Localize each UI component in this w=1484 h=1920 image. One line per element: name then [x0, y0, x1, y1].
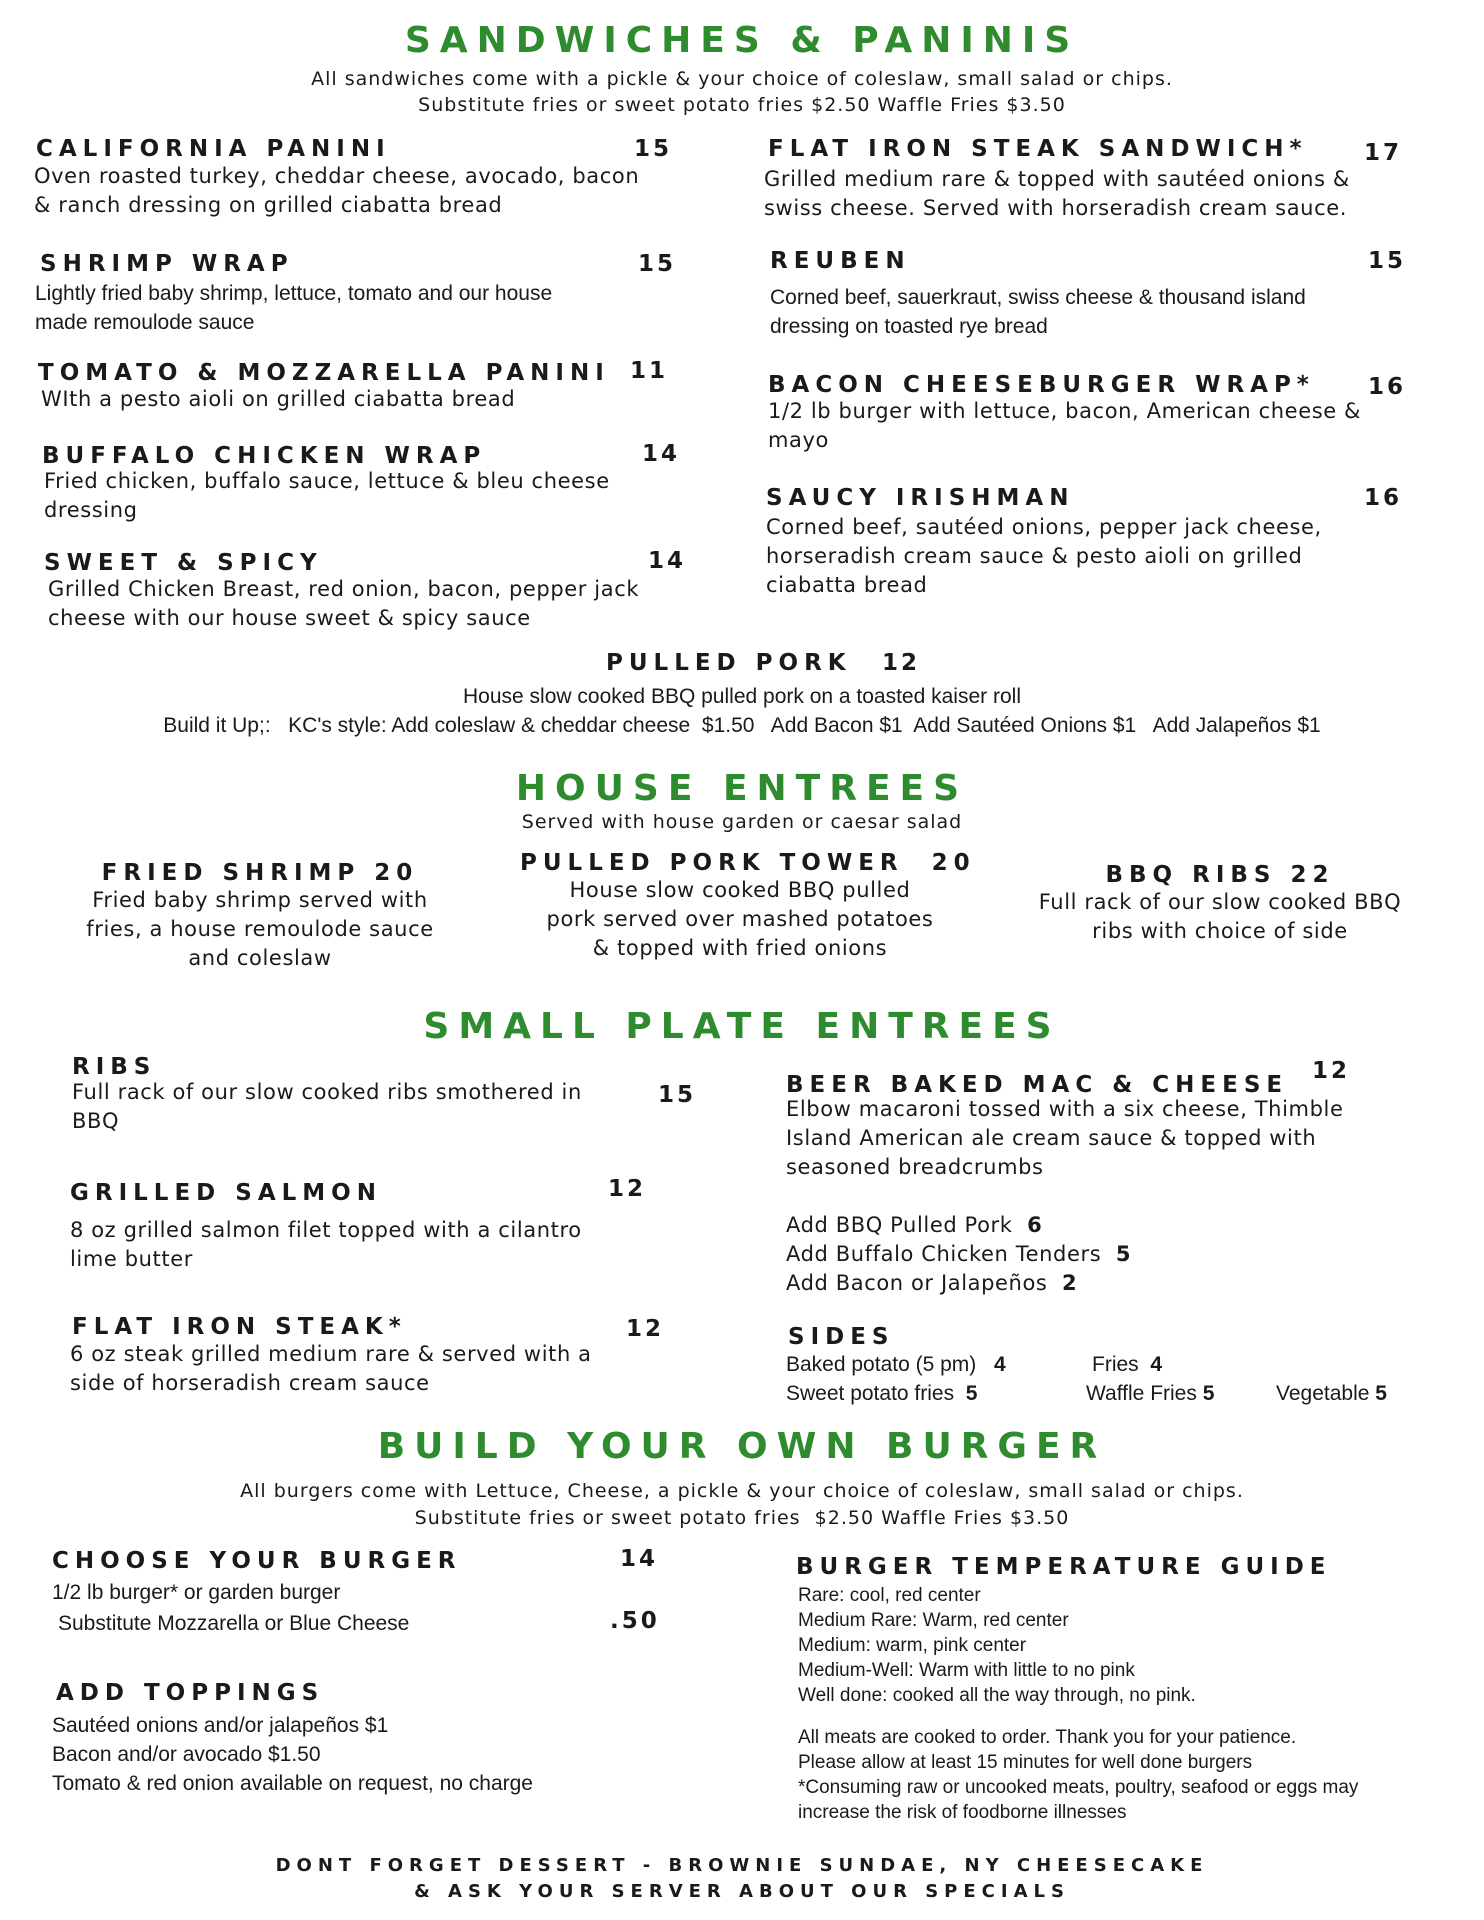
item-name: FRIED SHRIMP 20	[101, 860, 419, 886]
side-item	[1086, 1379, 1214, 1408]
item-name: BACON CHEESEBURGER WRAP*	[768, 372, 1315, 398]
side-label: Baked potato (5 pm)	[786, 1353, 977, 1376]
item-name: BUFFALO CHICKEN WRAP	[42, 443, 487, 469]
footer-specials: & ASK YOUR SERVER ABOUT OUR SPECIALS	[414, 1881, 1070, 1902]
sandwiches-substitute: Substitute fries or sweet potato fries $2.50 Waffle Fries $3.50	[418, 94, 1066, 116]
addon-price: 6	[1027, 1213, 1043, 1237]
item-desc: Elbow macaroni tossed with a six cheese, Thimble	[786, 1097, 1344, 1121]
item-price: 15	[638, 251, 677, 277]
item-desc: 1/2 lb burger with lettuce, bacon, American cheese &	[768, 399, 1362, 423]
item-desc: Grilled Chicken Breast, red onion, bacon, pepper jack	[48, 577, 640, 601]
item-desc: and coleslaw	[188, 946, 332, 970]
item-price: 14	[620, 1546, 659, 1572]
note-line: increase the risk of foodborne illnesses	[798, 1802, 1127, 1823]
temp-line: Medium: warm, pink center	[798, 1635, 1027, 1656]
item-name: PULLED PORK	[606, 650, 852, 676]
side-item	[1276, 1379, 1387, 1408]
topping-line: Sautéed onions and/or jalapeños $1	[52, 1714, 389, 1737]
footer-dessert: DONT FORGET DESSERT - BROWNIE SUNDAE, NY CHEESECAKE	[275, 1855, 1209, 1876]
item-desc: pork served over mashed potatoes	[546, 907, 934, 931]
item-price: 12	[608, 1176, 647, 1202]
item-price: .50	[610, 1608, 660, 1634]
item-desc: mayo	[768, 428, 830, 452]
burger-intro: All burgers come with Lettuce, Cheese, a pickle & your choice of coleslaw, small salad or chips.	[240, 1480, 1244, 1502]
item-desc: Full rack of our slow cooked BBQ	[1038, 890, 1402, 914]
item-desc: Corned beef, sautéed onions, pepper jack cheese,	[766, 515, 1322, 539]
addon-label: Add Buffalo Chicken Tenders	[786, 1242, 1102, 1266]
build-it-up-options: Build it Up;: KC's style: Add coleslaw & cheddar cheese $1.50 Add Bacon $1 Add Sautéed Onions $1 Add Jalapeños $1	[163, 714, 1321, 737]
temp-line: Medium Rare: Warm, red center	[798, 1610, 1069, 1631]
sandwiches-intro: All sandwiches come with a pickle & your choice of coleslaw, small salad or chips.	[311, 68, 1173, 90]
item-price: 15	[634, 136, 673, 162]
item-name: BEER BAKED MAC & CHEESE	[786, 1072, 1289, 1098]
item-desc: Full rack of our slow cooked ribs smothered in	[72, 1080, 582, 1104]
item-price: 16	[1364, 485, 1403, 511]
item-desc: Oven roasted turkey, cheddar cheese, avocado, bacon	[34, 164, 640, 188]
addon-price: 5	[1115, 1242, 1132, 1266]
item-name: TOMATO & MOZZARELLA PANINI	[38, 360, 610, 386]
side-label: Sweet potato fries	[786, 1382, 955, 1405]
item-name: FLAT IRON STEAK*	[72, 1314, 407, 1340]
item-desc: WIth a pesto aioli on grilled ciabatta bread	[41, 387, 516, 411]
item-desc: ciabatta bread	[766, 573, 928, 597]
side-item	[1092, 1350, 1162, 1379]
item-desc: & ranch dressing on grilled ciabatta bread	[34, 193, 503, 217]
item-name: SWEET & SPICY	[44, 550, 323, 576]
item-price: 14	[642, 441, 681, 467]
item-price: 14	[648, 548, 687, 574]
item-desc: Island American ale cream sauce & topped with	[786, 1126, 1317, 1150]
item-desc: horseradish cream sauce & pesto aioli on grilled	[766, 544, 1303, 568]
item-desc: made remoulode sauce	[35, 311, 255, 334]
addon-row	[786, 1269, 1077, 1298]
side-price: 5	[1202, 1382, 1215, 1405]
item-desc: Grilled medium rare & topped with sautéed onions &	[764, 167, 1350, 191]
item-desc: cheese with our house sweet & spicy sauce	[48, 606, 531, 630]
side-price: 4	[1150, 1353, 1163, 1376]
item-desc: House slow cooked BBQ pulled	[569, 878, 911, 902]
addon-price: 2	[1062, 1271, 1078, 1295]
temp-line: Well done: cooked all the way through, no pink.	[798, 1685, 1196, 1706]
item-desc: 1/2 lb burger* or garden burger	[52, 1581, 341, 1604]
item-desc: Substitute Mozzarella or Blue Cheese	[58, 1612, 410, 1635]
entree-item	[1020, 862, 1420, 946]
addon-label: Add BBQ Pulled Pork	[786, 1213, 1013, 1237]
item-desc: seasoned breadcrumbs	[786, 1155, 1044, 1179]
section-title-small-plates: SMALL PLATE ENTREES	[423, 1006, 1061, 1047]
burger-substitute: Substitute fries or sweet potato fries $2.50 Waffle Fries $3.50	[414, 1507, 1070, 1529]
addon-row	[786, 1240, 1131, 1269]
item-price: 12	[626, 1316, 665, 1342]
item-desc: ribs with choice of side	[1092, 919, 1348, 943]
item-name: CALIFORNIA PANINI	[36, 136, 391, 162]
entree-item	[60, 860, 460, 973]
item-desc: Lightly fried baby shrimp, lettuce, tomato and our house	[35, 282, 553, 305]
item-desc: Fried chicken, buffalo sauce, lettuce & bleu cheese	[44, 469, 610, 493]
item-price: 17	[1364, 140, 1403, 166]
addon-row	[786, 1211, 1042, 1240]
topping-line: Tomato & red onion available on request, no charge	[52, 1772, 533, 1795]
item-price: 11	[630, 358, 669, 384]
item-name: SAUCY IRISHMAN	[766, 485, 1075, 511]
item-name: SHRIMP WRAP	[40, 251, 294, 277]
side-label: Vegetable	[1276, 1382, 1370, 1405]
side-label: Fries	[1092, 1353, 1139, 1376]
item-desc: lime butter	[70, 1247, 193, 1271]
section-title-burger: BUILD YOUR OWN BURGER	[377, 1426, 1107, 1467]
topping-line: Bacon and/or avocado $1.50	[52, 1743, 321, 1766]
item-price: 15	[658, 1082, 697, 1108]
item-name: REUBEN	[770, 248, 911, 274]
temp-line: Rare: cool, red center	[798, 1585, 981, 1606]
note-line: *Consuming raw or uncooked meats, poultry, seafood or eggs may	[798, 1777, 1359, 1798]
item-name: PULLED PORK TOWER 20	[520, 850, 976, 876]
temp-line: Medium-Well: Warm with little to no pink	[798, 1660, 1135, 1681]
side-price: 4	[993, 1353, 1006, 1376]
item-name: BBQ RIBS 22	[1105, 862, 1335, 888]
item-price: 12	[1312, 1058, 1351, 1084]
item-desc: dressing on toasted rye bread	[770, 315, 1048, 338]
item-price: 15	[1368, 248, 1407, 274]
item-desc: side of horseradish cream sauce	[70, 1371, 430, 1395]
item-name: GRILLED SALMON	[70, 1180, 382, 1206]
item-desc: 8 oz grilled salmon filet topped with a cilantro	[70, 1218, 582, 1242]
side-label: Waffle Fries	[1086, 1382, 1197, 1405]
side-item	[786, 1379, 977, 1408]
item-name: FLAT IRON STEAK SANDWICH*	[768, 136, 1308, 162]
item-name: CHOOSE YOUR BURGER	[52, 1548, 462, 1574]
item-desc: swiss cheese. Served with horseradish cream sauce.	[764, 196, 1348, 220]
addon-label: Add Bacon or Jalapeños	[786, 1271, 1048, 1295]
item-desc: fries, a house remoulode sauce	[86, 917, 434, 941]
item-desc: & topped with fried onions	[592, 936, 888, 960]
temperature-guide-title: BURGER TEMPERATURE GUIDE	[796, 1554, 1332, 1580]
section-title-house-entrees: HOUSE ENTREES	[515, 768, 969, 809]
item-desc: House slow cooked BBQ pulled pork on a toasted kaiser roll	[463, 685, 1021, 708]
item-price: 12	[882, 650, 921, 676]
note-line: All meats are cooked to order. Thank you for your patience.	[798, 1727, 1297, 1748]
item-price: 16	[1368, 374, 1407, 400]
sides-title: SIDES	[788, 1324, 895, 1350]
note-line: Please allow at least 15 minutes for well done burgers	[798, 1752, 1253, 1773]
item-desc: Fried baby shrimp served with	[92, 888, 428, 912]
side-price: 5	[1375, 1382, 1387, 1405]
section-title-sandwiches: SANDWICHES & PANINIS	[404, 20, 1080, 61]
toppings-title: ADD TOPPINGS	[56, 1680, 325, 1706]
item-desc: dressing	[44, 498, 138, 522]
side-item	[786, 1350, 1006, 1379]
entree-item	[520, 850, 976, 963]
house-entrees-intro: Served with house garden or caesar salad	[521, 811, 963, 833]
item-desc: BBQ	[72, 1109, 120, 1133]
item-name: RIBS	[72, 1054, 157, 1080]
item-desc: 6 oz steak grilled medium rare & served with a	[70, 1342, 592, 1366]
side-price: 5	[965, 1382, 978, 1405]
item-desc: Corned beef, sauerkraut, swiss cheese & thousand island	[770, 286, 1306, 309]
